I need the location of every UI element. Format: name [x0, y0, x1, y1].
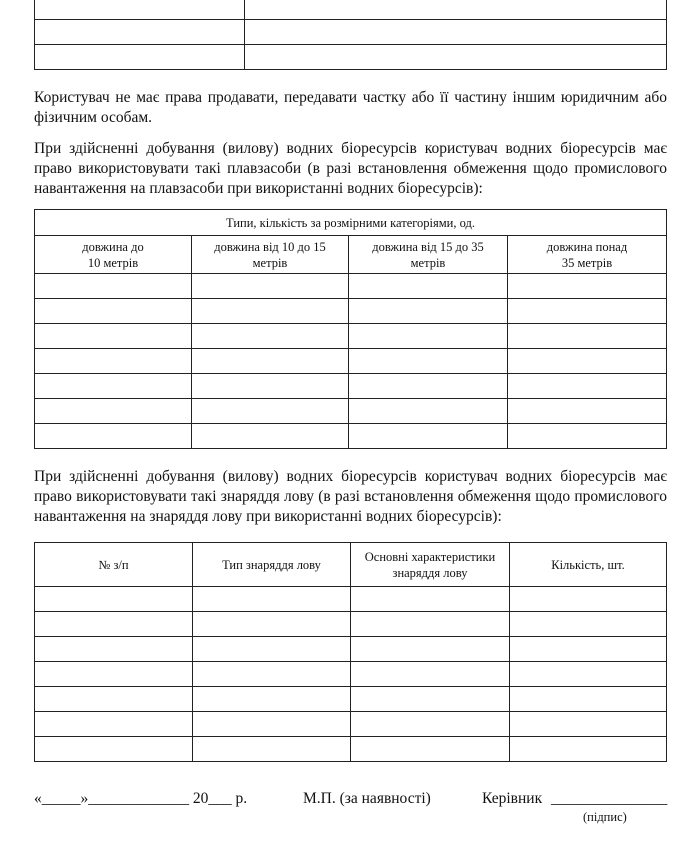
header-line: 35 метрів: [561, 255, 613, 270]
table-row: [35, 587, 667, 612]
table-cell[interactable]: [192, 424, 349, 449]
table-row: [35, 324, 667, 349]
paragraph-no-transfer: Користувач не має права продавати, передавати частку або її частину іншим юридичним або фізичним особам.: [34, 89, 667, 126]
table-cell[interactable]: [35, 324, 192, 349]
table-cell[interactable]: [508, 349, 667, 374]
table-cell: [35, 20, 245, 45]
gear-col-characteristics: [351, 543, 510, 587]
table-cell[interactable]: [35, 299, 192, 324]
header-line: метрів: [252, 255, 288, 270]
header-line: довжина до: [82, 239, 144, 254]
table-row: [35, 612, 667, 637]
table-cell[interactable]: [351, 662, 510, 687]
vessels-group-header: Типи, кількість за розмірними категоріями, од.: [35, 210, 667, 236]
table-cell[interactable]: [351, 637, 510, 662]
table-row: [35, 424, 667, 449]
table-row: [35, 374, 667, 399]
head-label: Керівник: [482, 790, 543, 807]
table-row: [35, 349, 667, 374]
table-cell: [35, 45, 245, 70]
header-line: знаряддя лову: [392, 565, 468, 580]
table-cell[interactable]: [35, 612, 193, 637]
table-cell[interactable]: [193, 662, 351, 687]
table-cell[interactable]: [192, 324, 349, 349]
vessels-col-10-15: [192, 236, 349, 274]
table-row: [35, 662, 667, 687]
table-cell[interactable]: [35, 587, 193, 612]
table-cell[interactable]: [35, 712, 193, 737]
paragraph-gear-rights: При здійсненні добування (вилову) водних біоресурсів користувач водних біоресурсів має право використовувати такі знаряддя лову (в разі встановлення обмеження щодо промислового навантаження на знаряддя лову при використанні водних біоресурсів):: [34, 468, 667, 525]
table-cell[interactable]: [192, 299, 349, 324]
header-line: довжина понад: [546, 239, 628, 254]
header-line: Основні характеристики: [364, 549, 496, 564]
table-cell[interactable]: [510, 612, 667, 637]
table-cell[interactable]: [35, 399, 192, 424]
table-cell[interactable]: [349, 399, 508, 424]
table-cell[interactable]: [193, 587, 351, 612]
table-cell[interactable]: [192, 374, 349, 399]
header-line: 10 метрів: [87, 255, 139, 270]
table-cell[interactable]: [510, 737, 667, 762]
table-cell[interactable]: [193, 687, 351, 712]
table-cell[interactable]: [192, 274, 349, 299]
table-cell[interactable]: [349, 299, 508, 324]
table-row: [35, 712, 667, 737]
table-cell[interactable]: [35, 737, 193, 762]
table-cell[interactable]: [508, 324, 667, 349]
table-cell[interactable]: [351, 612, 510, 637]
table-row: [35, 637, 667, 662]
header-line: метрів: [410, 255, 446, 270]
table-cell[interactable]: [35, 687, 193, 712]
table-cell[interactable]: [193, 637, 351, 662]
table-cell[interactable]: [508, 299, 667, 324]
table-cell[interactable]: [510, 587, 667, 612]
vessels-col-over-35: [508, 236, 667, 274]
table-cell[interactable]: [349, 349, 508, 374]
table-cell[interactable]: [35, 662, 193, 687]
gear-col-number: № з/п: [35, 543, 193, 587]
gear-col-quantity: Кількість, шт.: [510, 543, 667, 587]
table-row: [35, 687, 667, 712]
table-row: [35, 299, 667, 324]
table-cell[interactable]: [508, 374, 667, 399]
table-row: [35, 737, 667, 762]
table-row: [35, 399, 667, 424]
table-cell[interactable]: [510, 662, 667, 687]
table-cell[interactable]: [508, 424, 667, 449]
table-cell[interactable]: [349, 324, 508, 349]
date-line[interactable]: «_____»_____________ 20___ р.: [34, 790, 248, 807]
table-cell[interactable]: [351, 712, 510, 737]
table-cell[interactable]: [351, 687, 510, 712]
table-cell[interactable]: [35, 274, 192, 299]
vessels-table: [34, 209, 667, 449]
header-line: довжина від 10 до 15: [214, 239, 326, 254]
table-row: [35, 274, 667, 299]
table-cell[interactable]: [192, 399, 349, 424]
table-cell[interactable]: [193, 612, 351, 637]
header-line: довжина від 15 до 35: [372, 239, 484, 254]
table-cell[interactable]: [193, 712, 351, 737]
table-cell[interactable]: [35, 424, 192, 449]
table-cell[interactable]: [351, 587, 510, 612]
table-cell[interactable]: [35, 374, 192, 399]
table-cell[interactable]: [193, 737, 351, 762]
table-cell[interactable]: [349, 374, 508, 399]
table-cell[interactable]: [508, 399, 667, 424]
stamp-label: М.П. (за наявності): [303, 790, 431, 807]
signature-caption: (підпис): [583, 810, 627, 824]
table-cell[interactable]: [510, 687, 667, 712]
table-cell[interactable]: [349, 424, 508, 449]
table-cell[interactable]: [35, 349, 192, 374]
table-cell: [245, 20, 667, 45]
table-cell[interactable]: [510, 712, 667, 737]
gear-col-type: Тип знаряддя лову: [193, 543, 351, 587]
table-cell[interactable]: [192, 349, 349, 374]
table-cell: [245, 0, 667, 20]
vessels-col-15-35: [349, 236, 508, 274]
table-cell[interactable]: [35, 637, 193, 662]
table-cell: [245, 45, 667, 70]
table-cell: [35, 0, 245, 20]
paragraph-vessels-rights: При здійсненні добування (вилову) водних біоресурсів користувач водних біоресурсів має право використовувати такі плавзасоби (в разі встановлення обмеження щодо промислового навантаження на плавзасоби при використанні водних біоресурсів):: [34, 140, 667, 197]
vessels-col-under-10: [35, 236, 192, 274]
table-cell[interactable]: [508, 274, 667, 299]
table-cell[interactable]: [351, 737, 510, 762]
signature-line[interactable]: _______________: [551, 790, 668, 807]
previous-table-fragment: [34, 0, 667, 70]
fishing-gear-table: [34, 542, 667, 762]
table-cell[interactable]: [510, 637, 667, 662]
table-cell[interactable]: [349, 274, 508, 299]
